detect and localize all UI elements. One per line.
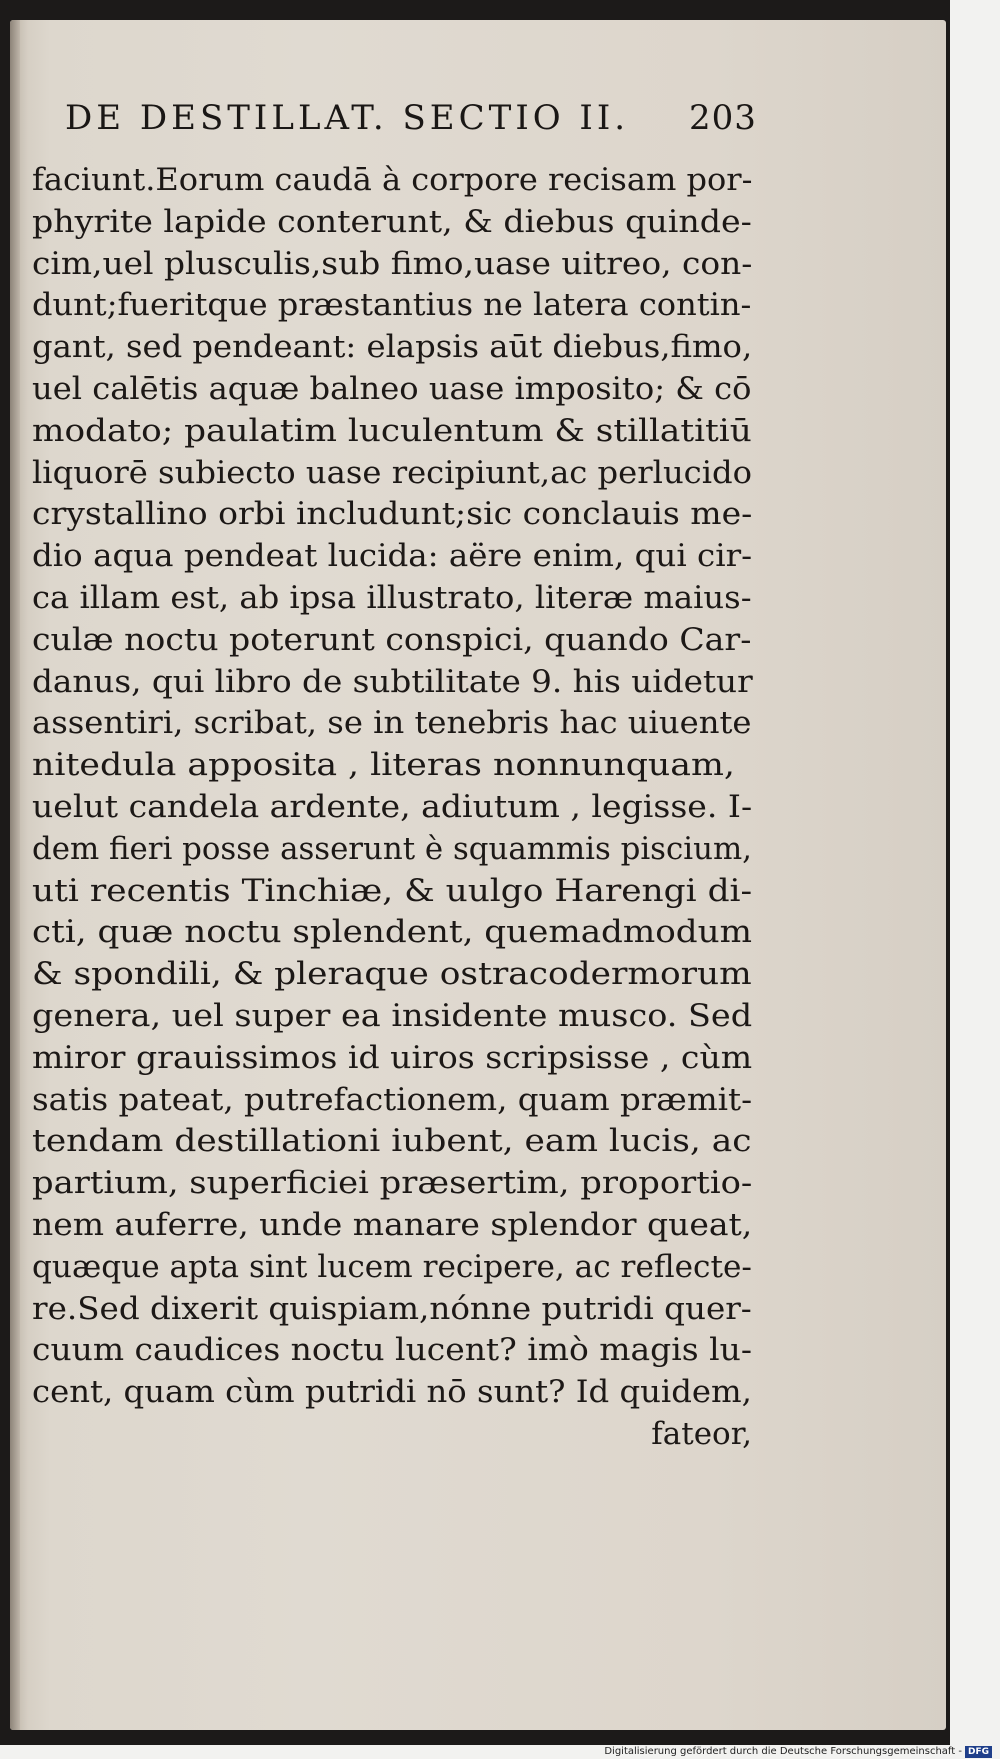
text-line: gant, sed pendeant: elapsis aūt diebus,fimo, (32, 329, 753, 366)
text-line: dunt;fueritque præstantius ne latera contin- (32, 287, 752, 324)
book-page (10, 20, 946, 1730)
body-text (32, 160, 772, 1456)
text-line: assentiri, scribat, se in tenebris hac uiuente (32, 705, 752, 742)
text-line: liquorē subiecto uase recipiunt,ac perlucido (32, 454, 753, 491)
text-line: phyrite lapide conterunt, & diebus quinde- (32, 203, 752, 240)
text-line: partium, superficiei præsertim, proportio- (32, 1165, 753, 1202)
text-line: dem fieri posse asserunt è squammis piscium, (32, 830, 752, 867)
dfg-logo-icon: DFG (965, 1746, 992, 1758)
catchword: fateor, (651, 1415, 752, 1452)
text-line: nem auferre, unde manare splendor queat, (32, 1206, 753, 1243)
page-gutter-edge (10, 20, 20, 1730)
text-line: quæque apta sint lucem recipere, ac reflecte- (32, 1248, 752, 1285)
text-line: modato; paulatim luculentum & stillatitiū (32, 412, 752, 449)
text-line: culæ noctu poterunt conspici, quando Car- (32, 621, 752, 658)
text-line: crystallino orbi includunt;sic conclauis me- (32, 496, 753, 533)
funding-credit (604, 1745, 992, 1759)
text-line: faciunt.Eorum caudā à corpore recisam por- (32, 162, 753, 198)
text-line: satis pateat, putrefactionem, quam præmit- (32, 1081, 753, 1118)
text-line: danus, qui libro de subtilitate 9. his uidetur (32, 663, 753, 700)
text-line: cti, quæ noctu splendent, quemadmodum (32, 914, 753, 951)
running-head (65, 98, 765, 150)
text-line: cim,uel plusculis,sub fimo,uase uitreo, con- (32, 245, 753, 282)
text-line: nitedula apposita , literas nonnunquam, (32, 747, 735, 784)
text-line: miror grauissimos id uiros scripsisse , cùm (32, 1039, 753, 1076)
text-line: re.Sed dixerit quispiam,nónne putridi quer- (32, 1290, 752, 1327)
text-line: cent, quam cùm putridi nō sunt? Id quidem, (32, 1374, 752, 1411)
text-line: uti recentis Tinchiæ, & uulgo Harengi di- (32, 872, 753, 909)
page-number: 203 (689, 98, 757, 138)
text-line: & spondili, & pleraque ostracodermorum (32, 956, 752, 993)
text-line: dio aqua pendeat lucida: aëre enim, qui cir- (32, 538, 753, 575)
credit-text: Digitalisierung gefördert durch die Deutsche Forschungsgemeinschaft - (604, 1746, 962, 1757)
text-line: ca illam est, ab ipsa illustrato, literæ maius- (32, 579, 752, 616)
text-line: uelut candela ardente, adiutum , legisse. I- (32, 788, 753, 825)
text-line: uel calētis aquæ balneo uase imposito; & cō (32, 370, 752, 407)
running-head-title: DE DESTILLAT. SECTIO II. (65, 98, 630, 138)
text-line: genera, uel super ea insidente musco. Sed (32, 997, 753, 1034)
text-line: cuum caudices noctu lucent? imò magis lu- (32, 1332, 752, 1369)
text-line: tendam destillationi iubent, eam lucis, ac (32, 1123, 752, 1160)
footer-strip (0, 1745, 1000, 1759)
